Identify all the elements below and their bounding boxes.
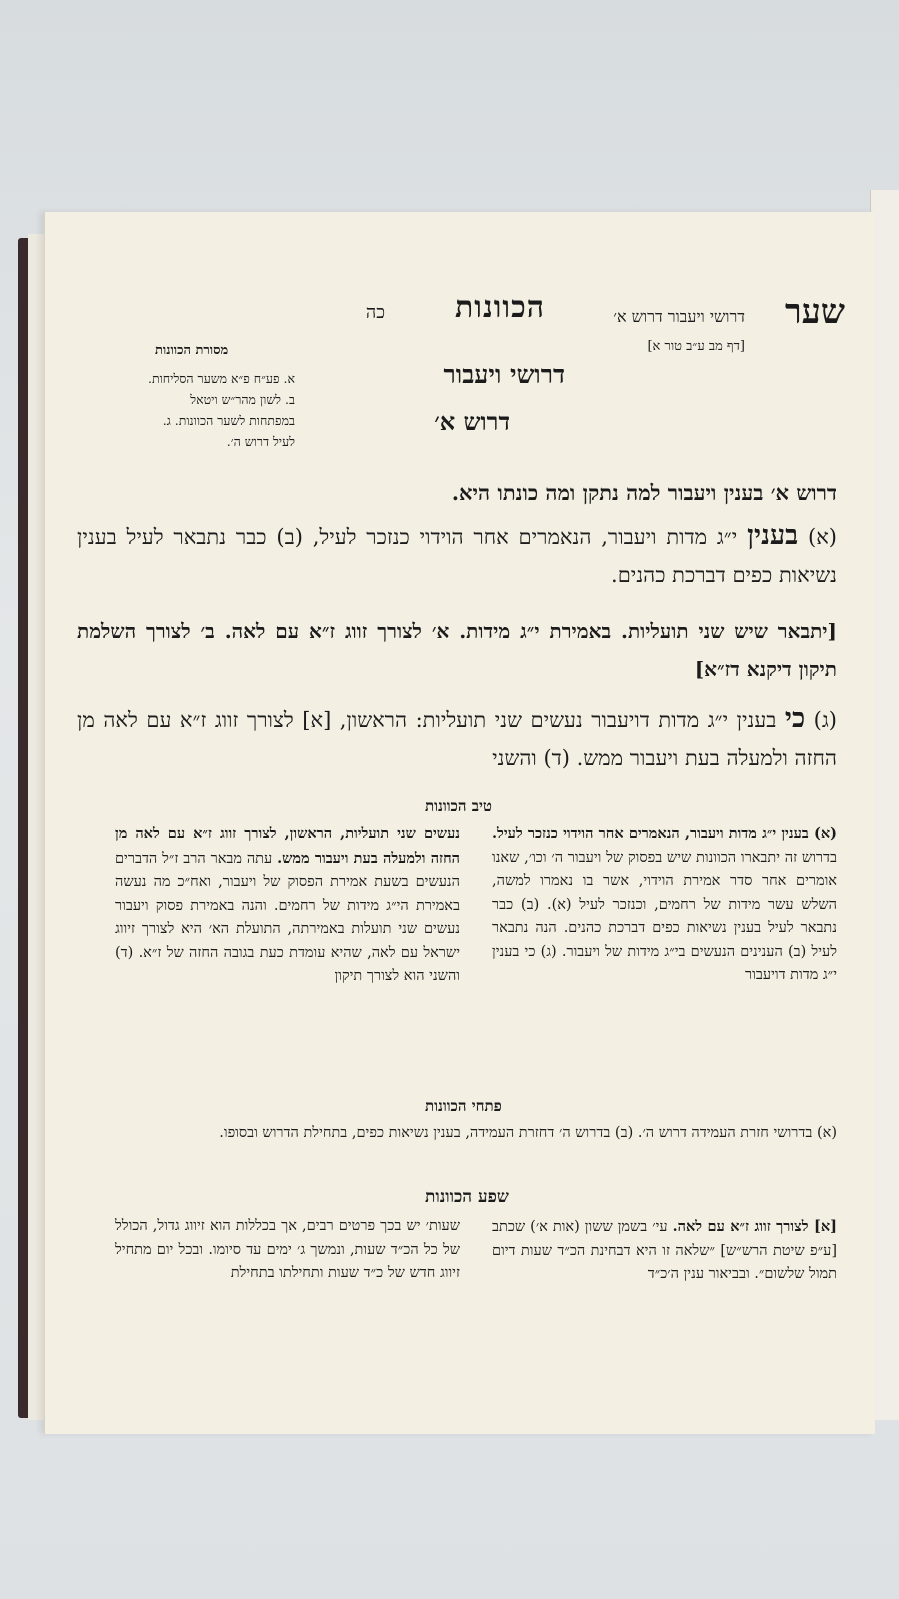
book-page: [44, 212, 875, 1434]
p4-dibbur: כי: [784, 703, 806, 734]
shefa-right-column: [492, 1215, 837, 1287]
header-subtitle: דרושי ויעבור דרוש א׳: [613, 307, 745, 326]
p2-dibbur: בענין: [747, 520, 799, 551]
main-paragraph-1: [77, 517, 837, 594]
p2-text: י״ג מדות ויעבור, הנאמרים אחר הוידוי כנזכר לעיל, (ב) כבר נתבאר לעיל בענין נשיאות כפים דברכת כהנים.: [77, 525, 837, 587]
commentary-left-bold: נעשים שני תועליות, הראשון, לצורך זווג ז״א עם לאה מן החזה ולמעלה בעת ויעבור ממש.: [115, 825, 461, 867]
shefa-right-bold: [א] לצורך זווג ז״א עם לאה.: [672, 1218, 837, 1235]
commentary-title-tiv: טיב הכוונות: [425, 797, 492, 815]
pitchei-text: (א) בדרושי חזרת העמידה דרוש ה׳. (ב) בדרוש ה׳ דחזרת העמידה, בענין נשיאות כפים, בתחילת הדרוש ובסופו.: [219, 1125, 837, 1141]
p2-lead: (א): [798, 525, 837, 549]
shefa-right-text: עי׳ בשמן ששון (אות א׳) שכתב [ע״פ שיטת הרש״ש] ״שלאה זו היא דבחינת הכ״ד שעות דיום תמול שלשום״. ובביאור ענין ה׳כ״ד: [492, 1219, 837, 1282]
shefa-left-column: שעות׳ יש בכך פרטים רבים, אך בכללות הוא זיווג גדול, הכולל של כל הכ״ד שעות, ונמשך ג׳ ימים עד סיומו. ובכל יום מתחיל זיווג חדש של כ״ד שעות ותחילתו בתחילת: [115, 1218, 460, 1281]
commentary-right-column: [492, 822, 837, 988]
commentary-title-pitchei: פתחי הכוונות: [425, 1097, 502, 1115]
page-number: כה: [365, 302, 385, 323]
section-subtitle: דרוש א׳: [434, 407, 510, 436]
header-shaar: שער: [784, 292, 845, 332]
commentary-right-text: בדרוש זה יתבארו הכוונות שיש בפסוק של ויעבור ה׳ וכו׳, שאנו אומרים אחר סדר אמירת הוידוי, אשר בו נאמרו למשה, השלש עשר מידות של רחמים, וכנזכר לעיל (א). (ב) כבר נתבאר לעיל בענין נשיאות כפים דברכת כהנים. הנה נתבאר לעיל (ב) הענינים הנעשים בי״ג מידות של ויעבור. (ג) כי בענין י״ג מדות דויעבור: [492, 849, 837, 983]
commentary-right-bold: (א) בענין י״ג מדות ויעבור, הנאמרים אחר הוידוי כנזכר לעיל.: [492, 825, 837, 842]
commentary-left-column: [115, 822, 460, 989]
p4-lead: (ג): [805, 708, 838, 732]
commentary-left-text: עתה מבאר הרב ז״ל הדברים הנעשים בשעת אמירת הפסוק של ויעבור, ואח״כ מה נעשה באמירת הי״ג מידות של רחמים. והנה באמירת פסוק ויעבור נעשים שני תועלות באמירתה, התועלת הא׳ היא לצורך זיווג ישראל עם לאה, שהיא עומדת כעת בגובה החזה של ז״א. (ד) והשני הוא לצורך תיקון: [115, 850, 460, 984]
commentary-title-shefa: שפע הכוונות: [425, 1187, 509, 1207]
sidebar-title: מסורת הכוונות: [155, 343, 229, 358]
main-heading-line: דרוש א׳ בענין ויעבור למה נתקן ומה כונתו היא.: [451, 480, 837, 505]
sidebar-notes: א. פע״ח פ״א משער הסליחות. ב. לשון מהר״ש ויטאל במפתחות לשער הכוונות. ג. לעיל דרוש ה׳.: [147, 371, 295, 449]
section-title: דרושי ויעבור: [443, 360, 565, 389]
main-paragraph-2: [77, 700, 837, 777]
p4-text: בענין י״ג מדות דויעבור נעשים שני תועליות: הראשון, [א] לצורך זווג ז״א עם לאה מן החזה ולמעלה בעת ויעבור ממש. (ד) והשני: [77, 708, 837, 770]
main-paragraph-bracket: [יתבאר שיש שני תועליות. באמירת י״ג מידות. א׳ לצורך זווג ז״א עם לאה. ב׳ לצורך השלמת תיקון דיקנא דז״א]: [77, 619, 837, 681]
page-reference: [דף מב ע״ב טור א]: [647, 339, 745, 354]
header-main-title: הכוונות: [455, 290, 545, 325]
